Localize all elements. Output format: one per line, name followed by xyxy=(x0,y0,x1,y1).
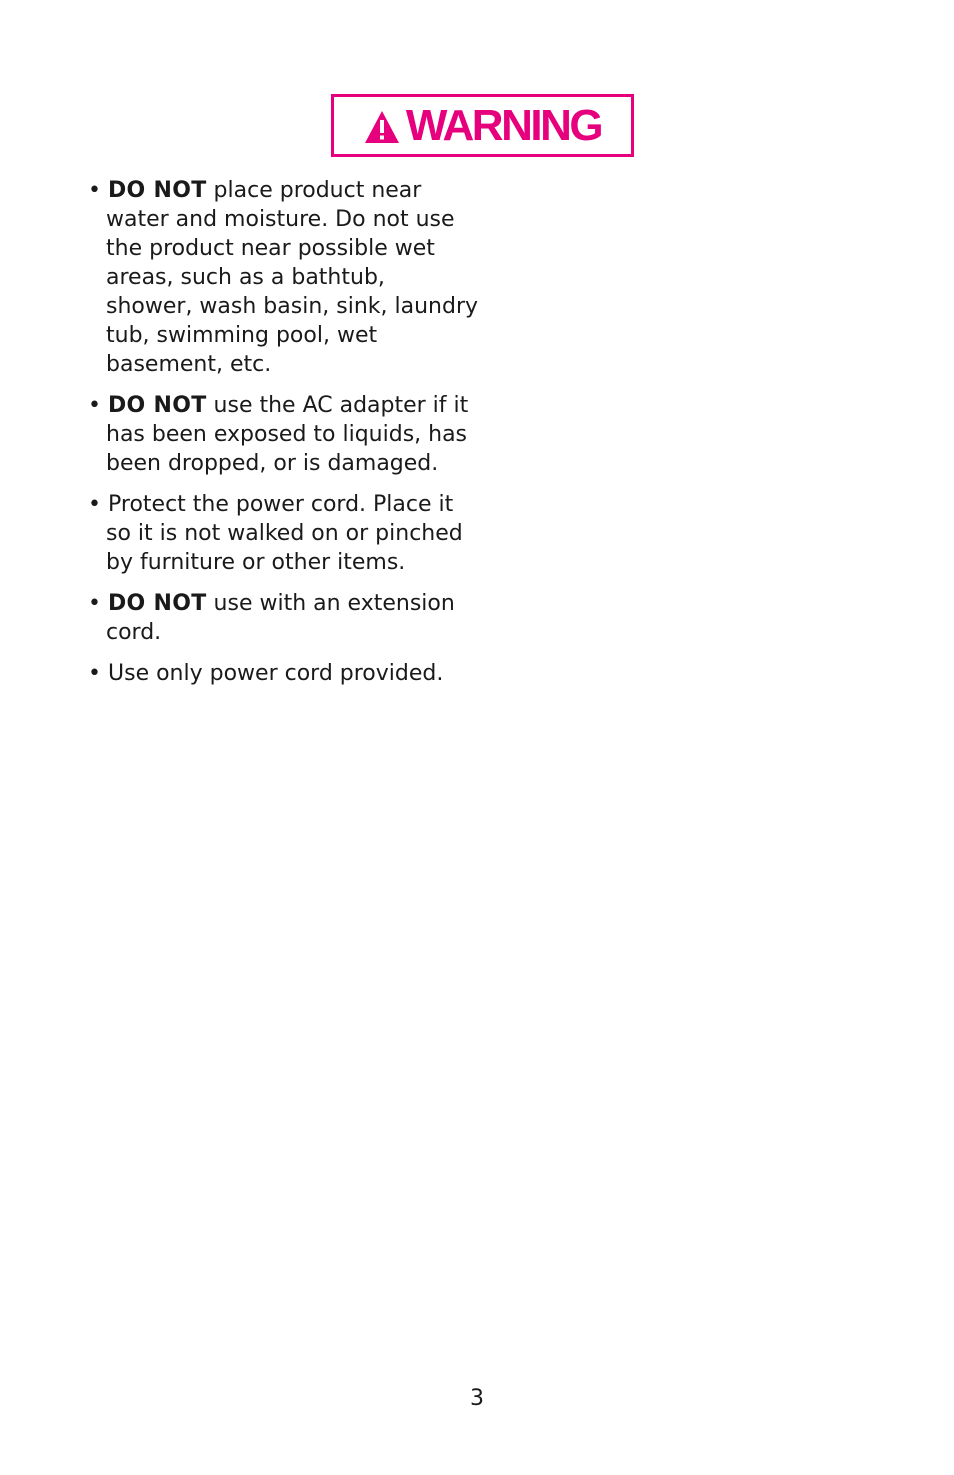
bullet-symbol: • xyxy=(88,591,101,616)
list-item xyxy=(88,490,478,577)
bullet-symbol: • xyxy=(88,492,101,517)
bullet-symbol: • xyxy=(88,178,101,203)
bullet-symbol: • xyxy=(88,393,101,418)
body-text: place product near water and moisture. Do not use the product near possible wet areas, such as a bathtub, shower, wash basin, sink, laundry tub, swimming pool, wet basement, etc. xyxy=(106,178,479,377)
warning-list xyxy=(88,176,478,700)
list-item xyxy=(88,176,478,379)
body-text: Use only power cord provided. xyxy=(108,661,444,686)
emphasis-text: DO NOT xyxy=(108,591,207,616)
body-text: use the AC adapter if it has been exposed to liquids, has been dropped, or is damaged. xyxy=(106,393,469,476)
warning-title: WARNING xyxy=(405,100,602,150)
warning-triangle-icon xyxy=(364,110,400,144)
list-item xyxy=(88,391,478,478)
page-number: 3 xyxy=(470,1386,484,1411)
warning-header xyxy=(331,94,634,157)
emphasis-text: DO NOT xyxy=(108,178,207,203)
body-text: use with an extension cord. xyxy=(106,591,455,645)
list-item xyxy=(88,589,478,647)
bullet-symbol: • xyxy=(88,661,101,686)
body-text: Protect the power cord. Place it so it is not walked on or pinched by furniture or other items. xyxy=(106,492,463,575)
list-item xyxy=(88,659,478,688)
emphasis-text: DO NOT xyxy=(108,393,207,418)
